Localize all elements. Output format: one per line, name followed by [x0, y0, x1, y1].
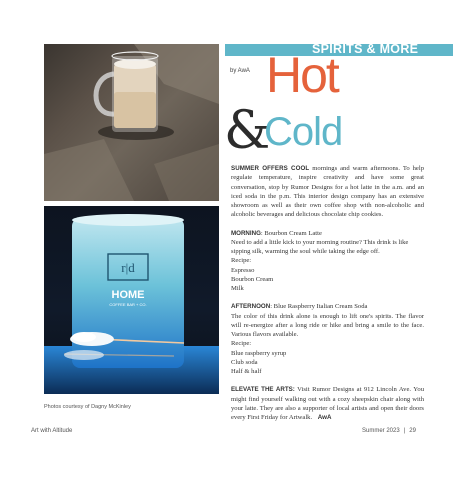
afternoon-description: The color of this drink alone is enough to lift one's spirits. The flavor will re-energize after a long ride or hike and bring a smile to the face. Various flavors available.: [231, 312, 424, 338]
morning-recipe-label: Recipe:: [231, 257, 252, 265]
publication-name: Art with Altitude: [31, 428, 73, 434]
cream-soda-photo: [44, 206, 219, 394]
elevate-label: ELEVATE THE ARTS:: [231, 386, 295, 394]
can-logo-text: r|d: [121, 260, 135, 275]
author-signoff: AwA: [317, 414, 332, 421]
page-number: 29: [409, 428, 416, 434]
elevate-paragraph: [231, 385, 424, 422]
elevate-text: Visit Rumor Designs at 912 Lincoln Ave. You might find yourself walking out with a cozy sheepskin chair along with your latte. They are also a supporter of local artists and open their doors every First Friday for Artwalk.: [231, 386, 424, 421]
issue-info: Summer 2023 | 29: [362, 428, 416, 434]
latte-mug-illustration: [44, 44, 219, 201]
afternoon-recipe-label: Recipe:: [231, 340, 252, 348]
can-tagline-text: COFFEE BAR + CO.: [109, 302, 147, 307]
intro-paragraph: [231, 164, 424, 220]
morning-label: MORNING: [231, 229, 261, 237]
afternoon-ingredient: Club soda: [231, 358, 258, 366]
morning-ingredient: Espresso: [231, 266, 255, 274]
can-brand-text: HOME: [111, 289, 145, 301]
latte-photo: [44, 44, 219, 201]
byline: by AwA: [230, 68, 250, 74]
morning-title: : Bourbon Cream Latte: [260, 229, 322, 237]
morning-ingredient: Bourbon Cream: [231, 275, 274, 283]
title-cold: Cold: [264, 110, 343, 154]
title-ampersand: &: [224, 101, 271, 161]
intro-text: mornings and warm afternoons. To help regulate temperature, inspire creativity and have some great conversation, stop by Rumor Designs for a hot latte in the a.m. and an iced soda in the p.m. This interior design company has an extensive showroom as well as their own coffee shop with non-alcoholic and alcoholic beverages and delicious chocolate chip cookies.: [231, 165, 424, 219]
photo-credit: Photos courtesy of Dagny McKinley: [44, 404, 131, 410]
section-title: SPIRITS & MORE: [312, 42, 419, 56]
title-hot: Hot: [266, 47, 338, 103]
cream-soda-can-illustration: [44, 206, 219, 394]
afternoon-heading: [231, 302, 424, 311]
morning-description: Need to add a little kick to your morning routine? This drink is like sipping silk, warming the soul while taking the edge off.: [231, 238, 409, 255]
intro-lead: SUMMER OFFERS COOL: [231, 165, 310, 172]
issue-date: Summer 2023: [362, 428, 400, 434]
morning-ingredient: Milk: [231, 285, 244, 292]
article-body: [231, 164, 424, 422]
afternoon-ingredient: Half & half: [231, 368, 262, 375]
morning-heading: [231, 229, 424, 238]
afternoon-ingredient: Blue raspberry syrup: [231, 349, 287, 357]
afternoon-title: : Blue Raspberry Italian Cream Soda: [270, 303, 368, 311]
afternoon-label: AFTERNOON: [231, 303, 271, 311]
